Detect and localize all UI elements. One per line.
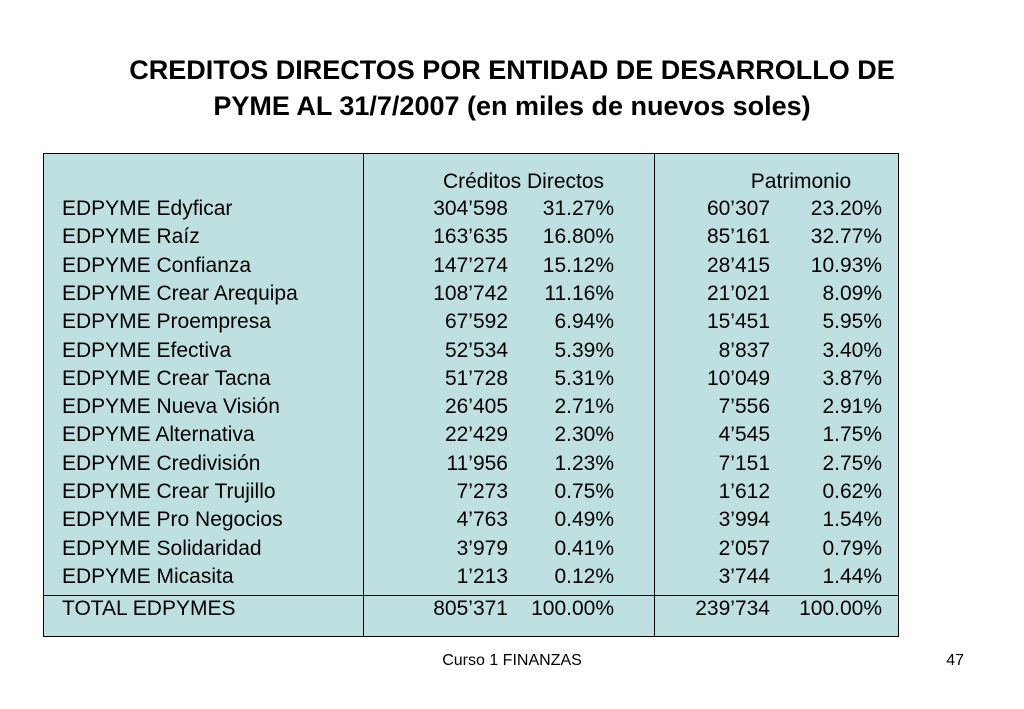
credits-percent: 16.80% [542,225,614,249]
equity-percent: 1.75% [822,423,882,447]
footer-course: Curso 1 FINANZAS [442,652,582,669]
entity-name: EDPYME Crear Trujillo [62,480,276,503]
equity-amount: 3’744 [718,564,770,588]
credits-percent: 0.49% [554,508,614,532]
equity-percent: 32.77% [810,225,882,249]
column-divider-2 [654,154,655,636]
credits-amount: 108’742 [433,281,508,305]
equity-percent: 0.62% [822,480,882,503]
total-credits-percent: 100.00% [531,597,614,620]
credits-amount: 26’405 [444,395,508,419]
equity-percent: 0.79% [822,536,882,560]
credits-amount: 52’534 [444,338,508,362]
credits-percent: 6.94% [554,310,614,334]
entity-name: EDPYME Raíz [62,225,200,249]
entity-name: EDPYME Confianza [62,253,252,277]
equity-amount: 21’021 [706,281,770,305]
credits-amount: 7’273 [456,480,508,503]
total-credits-amount: 805’371 [433,597,508,620]
equity-amount: 28’415 [706,253,770,277]
entity-name: EDPYME Proempresa [62,310,271,334]
credits-amount: 163’635 [433,225,508,249]
credits-amount: 3’979 [456,536,508,560]
equity-amount: 1’612 [718,480,770,503]
equity-percent: 3.87% [822,366,882,390]
credits-amount: 11’956 [446,451,508,475]
credits-amount: 147’274 [433,253,508,277]
entity-name: EDPYME Alternativa [62,423,255,447]
entity-name: EDPYME Crear Tacna [62,366,271,390]
equity-amount: 7’151 [718,451,770,475]
credits-percent: 1.23% [554,451,614,475]
equity-amount: 60’307 [706,197,770,220]
entity-name: EDPYME Crear Arequipa [62,281,298,305]
equity-percent: 8.09% [822,281,882,305]
credits-amount: 1’213 [456,564,508,588]
total-equity-percent: 100.00% [799,597,882,620]
equity-amount: 2’057 [718,536,770,560]
credits-percent: 5.39% [554,338,614,362]
header-patrimonio: Patrimonio [750,170,852,193]
entity-name: EDPYME Pro Negocios [62,508,283,532]
equity-percent: 10.93% [810,253,882,277]
equity-amount: 15’451 [706,310,770,334]
entity-name: EDPYME Credivisión [62,451,261,475]
equity-amount: 85’161 [706,225,770,249]
total-entity-name: TOTAL EDPYMES [62,597,236,620]
credits-percent: 0.75% [554,480,614,503]
credits-amount: 4’763 [456,508,508,532]
entity-name: EDPYME Solidaridad [62,536,262,560]
header-creditos-directos: Créditos Directos [442,170,605,193]
entity-name: EDPYME Efectiva [62,338,232,362]
slide-title [0,52,1024,124]
credits-amount: 67’592 [444,310,508,334]
entity-name: EDPYME Nueva Visión [62,395,280,419]
equity-percent: 1.54% [822,508,882,532]
credits-table [43,153,899,637]
equity-percent: 5.95% [822,310,882,334]
credits-percent: 31.27% [542,197,614,220]
title-line-2: PYME AL 31/7/2007 (en miles de nuevos soles) [213,91,811,121]
credits-percent: 2.30% [554,423,614,447]
equity-amount: 10’049 [706,366,770,390]
credits-percent: 0.41% [554,536,614,560]
credits-percent: 5.31% [554,366,614,390]
equity-amount: 3’994 [718,508,770,532]
credits-percent: 0.12% [554,564,614,588]
credits-percent: 2.71% [554,395,614,419]
equity-percent: 1.44% [822,564,882,588]
credits-amount: 22’429 [444,423,508,447]
credits-amount: 51’728 [444,366,508,390]
equity-amount: 4’545 [718,423,770,447]
equity-amount: 7’556 [718,395,770,419]
total-equity-amount: 239’734 [695,597,770,620]
equity-percent: 2.75% [822,451,882,475]
title-line-1: CREDITOS DIRECTOS POR ENTIDAD DE DESARROLLO DE [129,55,895,85]
equity-percent: 23.20% [810,197,882,220]
equity-amount: 8’837 [718,338,770,362]
credits-amount: 304’598 [433,197,508,220]
credits-percent: 15.12% [542,253,614,277]
entity-name: EDPYME Edyficar [62,197,233,220]
entity-name: EDPYME Micasita [62,564,234,588]
column-divider-1 [363,154,364,636]
credits-percent: 11.16% [544,281,614,305]
equity-percent: 3.40% [822,338,882,362]
page-number: 47 [946,652,964,669]
equity-percent: 2.91% [822,395,882,419]
